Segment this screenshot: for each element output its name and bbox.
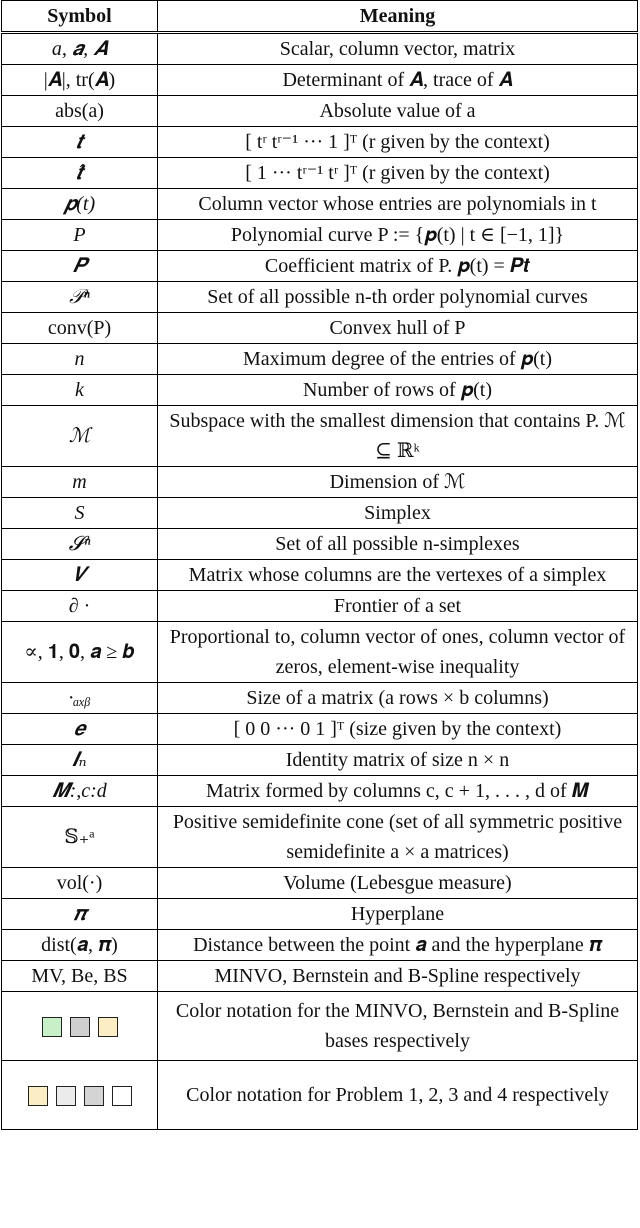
table-row xyxy=(2,282,638,313)
meaning-cell: Size of a matrix (a rows × b columns) xyxy=(158,683,638,714)
table-row xyxy=(2,375,638,406)
symbol-cell: 𝝅 xyxy=(2,899,158,930)
meaning-cell: Scalar, column vector, matrix xyxy=(158,33,638,65)
table-row xyxy=(2,745,638,776)
meaning-cell: Volume (Lebesgue measure) xyxy=(158,868,638,899)
problem-4-color-swatch xyxy=(112,1086,132,1106)
symbol-cell: 𝑷 xyxy=(2,251,158,282)
meaning-cell: Positive semidefinite cone (set of all symmetric positive semidefinite a × a matrices) xyxy=(158,807,638,868)
symbol-cell: a, 𝒂, 𝑨 xyxy=(2,33,158,65)
table-row xyxy=(2,1061,638,1130)
table-row xyxy=(2,344,638,375)
symbol-cell: abs(a) xyxy=(2,96,158,127)
minvo-color-swatch xyxy=(42,1017,62,1037)
notation-table xyxy=(1,0,638,1130)
symbol-cell: 𝑽 xyxy=(2,560,158,591)
meaning-cell: Number of rows of 𝒑(t) xyxy=(158,375,638,406)
symbol-cell: n xyxy=(2,344,158,375)
header-row xyxy=(2,1,638,33)
table-row xyxy=(2,251,638,282)
meaning-cell: Frontier of a set xyxy=(158,591,638,622)
symbol-cell: 𝒫ⁿ xyxy=(2,282,158,313)
bases-color-swatches xyxy=(2,992,158,1061)
meaning-cell: Coefficient matrix of P. 𝒑(t) = 𝑷𝒕 xyxy=(158,251,638,282)
table-row xyxy=(2,96,638,127)
meaning-cell: Hyperplane xyxy=(158,899,638,930)
meaning-cell: Convex hull of P xyxy=(158,313,638,344)
meaning-cell: [ 1 ··· tʳ⁻¹ tʳ ]ᵀ (r given by the context) xyxy=(158,158,638,189)
meaning-cell: [ 0 0 ··· 0 1 ]ᵀ (size given by the context) xyxy=(158,714,638,745)
symbol-cell: 𝕊₊ᵃ xyxy=(2,807,158,868)
symbol-cell: P xyxy=(2,220,158,251)
meaning-cell: Dimension of ℳ xyxy=(158,467,638,498)
table-row xyxy=(2,683,638,714)
table-row xyxy=(2,560,638,591)
symbol-cell: m xyxy=(2,467,158,498)
header-symbol: Symbol xyxy=(2,1,158,33)
meaning-cell: Simplex xyxy=(158,498,638,529)
meaning-cell: Set of all possible n-simplexes xyxy=(158,529,638,560)
meaning-cell: Distance between the point 𝒂 and the hyperplane 𝝅 xyxy=(158,930,638,961)
problem-2-color-swatch xyxy=(56,1086,76,1106)
table-row xyxy=(2,33,638,65)
symbol-cell: S xyxy=(2,498,158,529)
meaning-cell: Absolute value of a xyxy=(158,96,638,127)
meaning-cell: Color notation for the MINVO, Bernstein and B-Spline bases respectively xyxy=(158,992,638,1061)
table-row xyxy=(2,776,638,807)
table-row xyxy=(2,930,638,961)
problems-color-swatches xyxy=(2,1061,158,1130)
symbol-cell: k xyxy=(2,375,158,406)
symbol-cell: ∂ · xyxy=(2,591,158,622)
meaning-cell: Matrix formed by columns c, c + 1, . . . , d of 𝑴 xyxy=(158,776,638,807)
table-row xyxy=(2,127,638,158)
symbol-cell: |𝑨|, tr(𝑨) xyxy=(2,65,158,96)
table-row xyxy=(2,899,638,930)
table-row xyxy=(2,529,638,560)
symbol-cell: 𝑰ₙ xyxy=(2,745,158,776)
table-row xyxy=(2,65,638,96)
table-row xyxy=(2,714,638,745)
symbol-cell: MV, Be, BS xyxy=(2,961,158,992)
table-row xyxy=(2,868,638,899)
table-row xyxy=(2,220,638,251)
meaning-cell: Column vector whose entries are polynomials in t xyxy=(158,189,638,220)
table-row xyxy=(2,498,638,529)
symbol-cell: 𝒆 xyxy=(2,714,158,745)
symbol-cell: vol(·) xyxy=(2,868,158,899)
problem-3-color-swatch xyxy=(84,1086,104,1106)
table-row xyxy=(2,807,638,868)
meaning-cell: [ tʳ tʳ⁻¹ ··· 1 ]ᵀ (r given by the context) xyxy=(158,127,638,158)
symbol-cell: 𝒑(t) xyxy=(2,189,158,220)
meaning-cell: Polynomial curve P := {𝒑(t) | t ∈ [−1, 1]} xyxy=(158,220,638,251)
table-row xyxy=(2,467,638,498)
table-row xyxy=(2,622,638,683)
meaning-cell: Set of all possible n-th order polynomial curves xyxy=(158,282,638,313)
problem-1-color-swatch xyxy=(28,1086,48,1106)
symbol-cell: ℳ xyxy=(2,406,158,467)
meaning-cell: Matrix whose columns are the vertexes of a simplex xyxy=(158,560,638,591)
meaning-cell: Determinant of 𝑨, trace of 𝑨 xyxy=(158,65,638,96)
meaning-cell: Maximum degree of the entries of 𝒑(t) xyxy=(158,344,638,375)
meaning-cell: Proportional to, column vector of ones, column vector of zeros, element-wise inequality xyxy=(158,622,638,683)
table-row xyxy=(2,313,638,344)
table-row xyxy=(2,189,638,220)
symbol-cell: ·ₐₓᵦ xyxy=(2,683,158,714)
header-meaning: Meaning xyxy=(158,1,638,33)
symbol-cell: dist(𝒂, 𝝅) xyxy=(2,930,158,961)
symbol-cell: 𝒕̂ xyxy=(2,158,158,189)
symbol-cell: 𝓢ⁿ xyxy=(2,529,158,560)
table-row xyxy=(2,992,638,1061)
table-row xyxy=(2,591,638,622)
meaning-cell: Identity matrix of size n × n xyxy=(158,745,638,776)
bspline-color-swatch xyxy=(98,1017,118,1037)
bernstein-color-swatch xyxy=(70,1017,90,1037)
meaning-cell: MINVO, Bernstein and B-Spline respectively xyxy=(158,961,638,992)
table-row xyxy=(2,158,638,189)
symbol-cell: conv(P) xyxy=(2,313,158,344)
meaning-cell: Color notation for Problem 1, 2, 3 and 4 respectively xyxy=(158,1061,638,1130)
symbol-cell: ∝, 𝟏, 𝟎, 𝒂 ≥ 𝒃 xyxy=(2,622,158,683)
meaning-cell: Subspace with the smallest dimension that contains P. ℳ ⊆ ℝᵏ xyxy=(158,406,638,467)
table-row xyxy=(2,961,638,992)
table-row xyxy=(2,406,638,467)
symbol-cell: 𝑴:,c:d xyxy=(2,776,158,807)
symbol-cell: 𝒕 xyxy=(2,127,158,158)
